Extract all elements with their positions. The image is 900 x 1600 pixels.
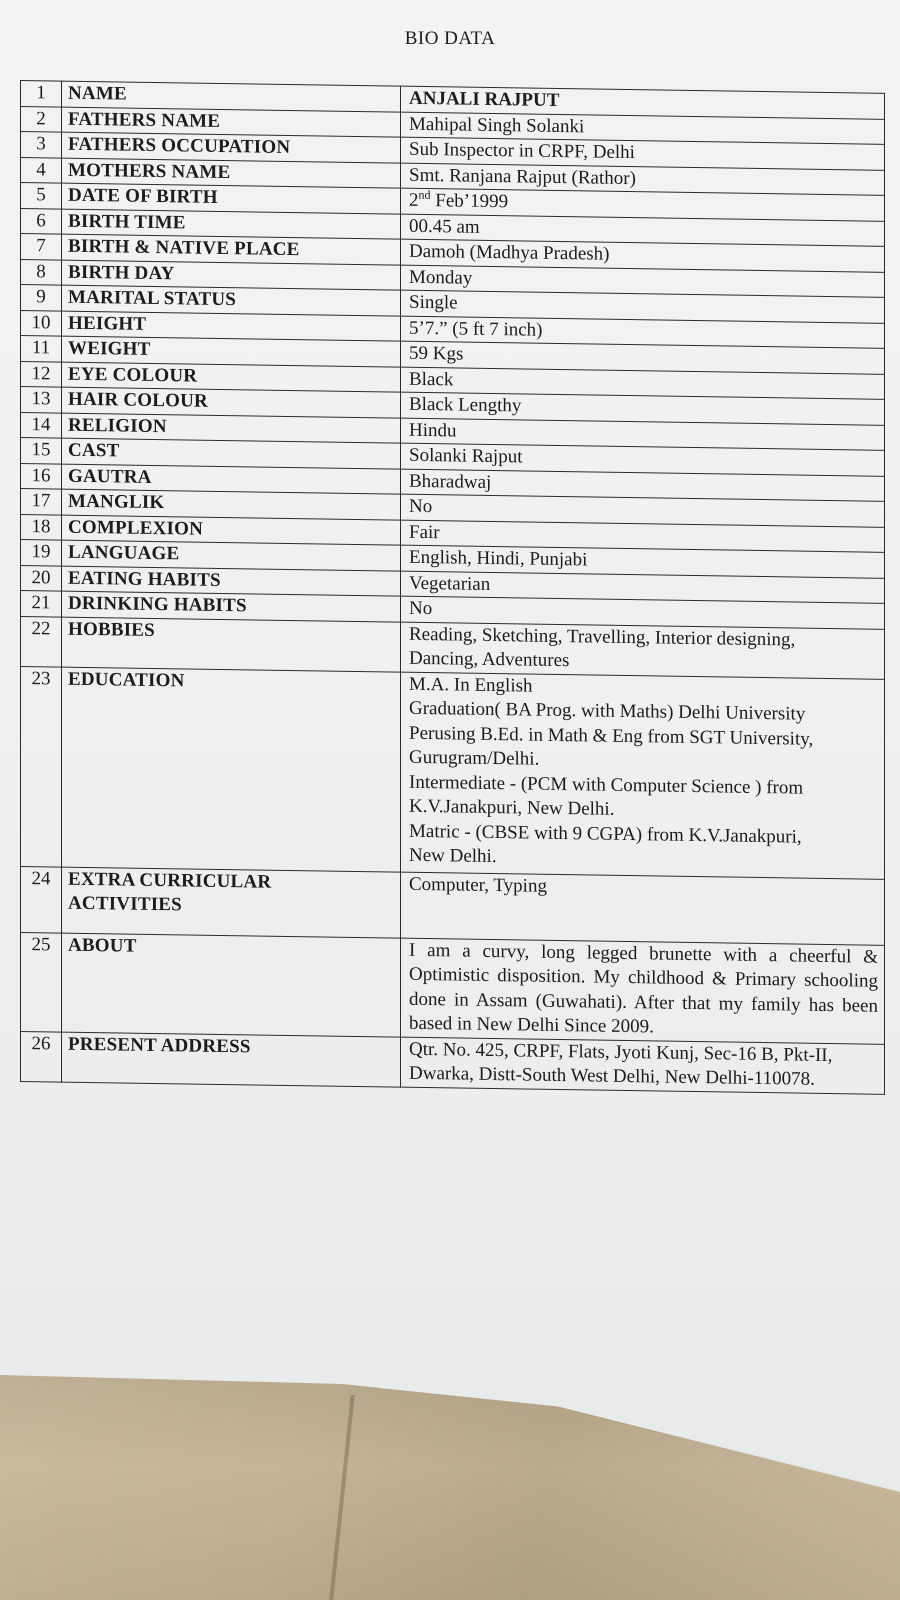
field-label: MOTHERS NAME	[62, 158, 401, 189]
field-value: Hindu	[401, 418, 885, 451]
row-number: 11	[21, 336, 62, 362]
field-label: RELIGION	[62, 413, 401, 444]
dob-day: 2	[409, 189, 419, 211]
field-value: ANJALI RAJPUT	[401, 86, 885, 119]
row-number: 14	[21, 412, 62, 438]
field-label: FATHERS NAME	[62, 107, 401, 138]
field-label: GAUTRA	[62, 464, 401, 495]
row-number: 12	[21, 361, 62, 387]
field-value: Computer, Typing	[401, 872, 885, 945]
field-value: Solanki Rajput	[401, 443, 885, 476]
field-label: HEIGHT	[62, 311, 401, 342]
row-number: 18	[21, 514, 62, 540]
field-value: Mahipal Singh Solanki	[401, 112, 885, 145]
field-value: 59 Kgs	[401, 341, 885, 374]
field-label: DRINKING HABITS	[62, 591, 401, 622]
row-number: 22	[21, 616, 62, 667]
row-number: 23	[21, 666, 62, 867]
field-value: Vegetarian	[401, 571, 885, 604]
field-value: Bharadwaj	[401, 469, 885, 502]
field-value: Sub Inspector in CRPF, Delhi	[401, 137, 885, 170]
field-value: English, Hindi, Punjabi	[401, 545, 885, 578]
field-value: Damoh (Madhya Pradesh)	[401, 239, 885, 272]
row-number: 2	[21, 106, 62, 132]
row-number: 6	[21, 208, 62, 234]
row-number: 19	[21, 540, 62, 566]
field-label: MARITAL STATUS	[62, 285, 401, 316]
field-label: EYE COLOUR	[62, 362, 401, 393]
dob-month-year: Feb’1999	[430, 190, 509, 213]
field-label: HAIR COLOUR	[62, 387, 401, 418]
field-label: PRESENT ADDRESS	[62, 1032, 401, 1087]
row-number: 1	[21, 81, 62, 107]
field-value: Black	[401, 367, 885, 400]
field-value: 5’7.” (5 ft 7 inch)	[401, 316, 885, 349]
field-label: FATHERS OCCUPATION	[62, 132, 401, 163]
field-label: COMPLEXION	[62, 515, 401, 546]
row-number: 4	[21, 157, 62, 183]
field-label: MANGLIK	[62, 489, 401, 520]
field-label: LANGUAGE	[62, 540, 401, 571]
field-value: Reading, Sketching, Travelling, Interior designing, Dancing, Adventures	[401, 622, 885, 679]
row-number: 9	[21, 285, 62, 311]
biodata-table	[20, 80, 885, 1094]
row-number: 15	[21, 438, 62, 464]
field-value: I am a curvy, long legged brunette with a cheerful & Optimistic disposition. My childhood & Primary schooling done in Assam (Guwahati). After that my family has been based in New Delhi Since 2009.	[401, 938, 885, 1044]
row-number: 13	[21, 387, 62, 413]
field-value: No	[401, 596, 885, 629]
field-label: HOBBIES	[62, 617, 401, 672]
row-number: 5	[21, 183, 62, 209]
field-label: NAME	[62, 81, 401, 112]
field-label: CAST	[62, 438, 401, 469]
field-value: M.A. In English Graduation( BA Prog. with Maths) Delhi University Perusing B.Ed. in Math & Eng from SGT University, Gurugram/Delhi. Intermediate - (PCM with Computer Science ) from K.V.Janakpuri, New Delhi. Matric - (CBSE with 9 CGPA) from K.V.Janakpuri, New Delhi.	[401, 672, 885, 879]
field-value: 00.45 am	[401, 214, 885, 247]
row-number: 20	[21, 565, 62, 591]
row-number: 26	[21, 1031, 62, 1082]
field-value: Single	[401, 290, 885, 323]
field-label: WEIGHT	[62, 336, 401, 367]
document-title: BIO DATA	[404, 28, 496, 49]
table-row	[21, 932, 885, 1044]
dob-ordinal-suffix: nd	[418, 187, 431, 202]
row-number: 3	[21, 132, 62, 158]
field-label: BIRTH DAY	[62, 260, 401, 291]
field-label: ABOUT	[62, 933, 401, 1037]
field-label: EATING HABITS	[62, 566, 401, 597]
row-number: 7	[21, 234, 62, 260]
row-number: 10	[21, 310, 62, 336]
field-label: EDUCATION	[62, 667, 401, 872]
field-value: Fair	[401, 520, 885, 553]
row-number: 17	[21, 489, 62, 515]
row-number: 8	[21, 259, 62, 285]
field-label: EXTRA CURRICULAR ACTIVITIES	[62, 867, 401, 938]
row-number: 25	[21, 932, 62, 1032]
table-row	[21, 666, 885, 879]
field-value: Smt. Ranjana Rajput (Rathor)	[401, 163, 885, 196]
field-value: Qtr. No. 425, CRPF, Flats, Jyoti Kunj, Sec-16 B, Pkt-II, Dwarka, Distt-South West Delhi, New Delhi-110078.	[401, 1037, 885, 1094]
field-label: DATE OF BIRTH	[62, 183, 401, 214]
row-number: 21	[21, 591, 62, 617]
field-value: Black Lengthy	[401, 392, 885, 425]
row-number: 24	[21, 866, 62, 933]
biodata-table-wrapper	[20, 80, 885, 1094]
field-label: BIRTH TIME	[62, 209, 401, 240]
field-label: BIRTH & NATIVE PLACE	[62, 234, 401, 265]
field-value: No	[401, 494, 885, 527]
field-value: Monday	[401, 265, 885, 298]
row-number: 16	[21, 463, 62, 489]
